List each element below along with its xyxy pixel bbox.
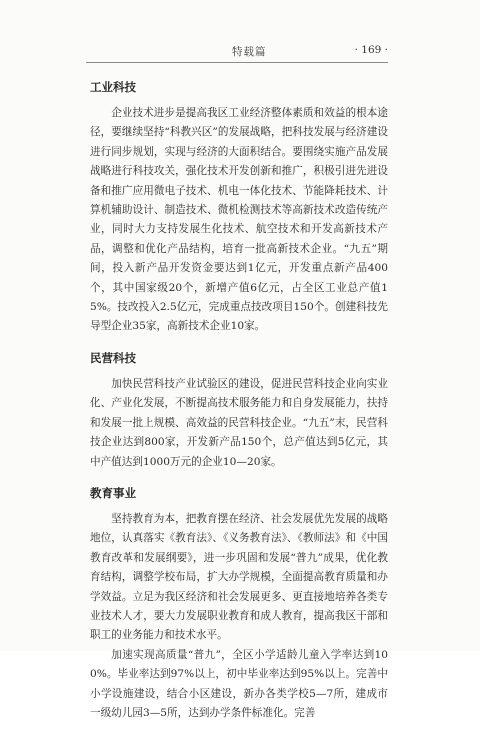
running-header bbox=[86, 44, 388, 60]
section-education bbox=[90, 484, 388, 723]
section-industrial-tech bbox=[90, 78, 388, 337]
paragraph: 加快民营科技产业试验区的建设，促进民营科技企业向实业化、产业化发展，不断提高技术服务能力和自身发展能力，扶持和发展一批上规模、高效益的民营科技企业。“九五”末，民营科技企业达到800家，开发新产品150个，总产值达到5亿元，其中产值达到1000万元的企业10—20家。 bbox=[90, 377, 388, 468]
section-heading: 教育事业 bbox=[90, 485, 136, 500]
paragraph: 企业技术进步是提高我区工业经济整体素质和效益的根本途径，要继续坚持“科教兴区”的发展战略，把科技发展与经济建设进行同步规划，实现与经济的大面积结合。要围绕实施产品发展战略进行科技攻关，强化技术开发创新和推广，积极引进先进设备和推广应用微电子技术、机电一体化技术、节能降耗技术、计算机辅助设计、制造技术、微机检测技术等高新技术改造传统产业，同时大力支持发展生化技术、航空技术和开发高新技术产品，调整和优化产品结构，培育一批高新技术企业。“九五”期间，投入新产品开发资金要达到1亿元，开发重点新产品400个，其中国家级20个，新增产值6亿元，占全区工业总产值15%。技改投入2.5亿元，完成重点技改项目150个。创建科技先导型企业35家，高新技术企业10家。 bbox=[90, 107, 388, 333]
section-title: 特载篇 bbox=[232, 46, 267, 58]
section-heading: 民营科技 bbox=[90, 350, 136, 365]
page-number: · 169 · bbox=[354, 44, 388, 56]
paragraph: 加速实现高质量“普九”，全区小学适龄儿童入学率达到100%。毕业率达到97%以上，初中毕业率达到95%以上。完善中小学设施建设，结合小区建设，新办各类学校5—7所，建成市一级幼儿园3—5所，达到办学条件标准化。完善 bbox=[90, 648, 388, 719]
header-rule bbox=[86, 62, 388, 63]
section-heading: 工业科技 bbox=[90, 80, 136, 94]
section-private-tech bbox=[90, 349, 388, 472]
paragraph: 坚持教育为本，把教育摆在经济、社会发展优先发展的战略地位，认真落实《教育法》、《义务教育法》、《教师法》和《中国教育改革和发展纲要》，进一步巩固和发展“普九”成果，优化教育结构，调整学校布局，扩大办学规模，全面提高教育质量和办学效益。立足为我区经济和社会发展更多、更直接地培养各类专业技术人才，要大力发展职业教育和成人教育，提高我区干部和职工的业务能力和技术水平。 bbox=[90, 512, 388, 642]
body-text bbox=[90, 78, 388, 735]
